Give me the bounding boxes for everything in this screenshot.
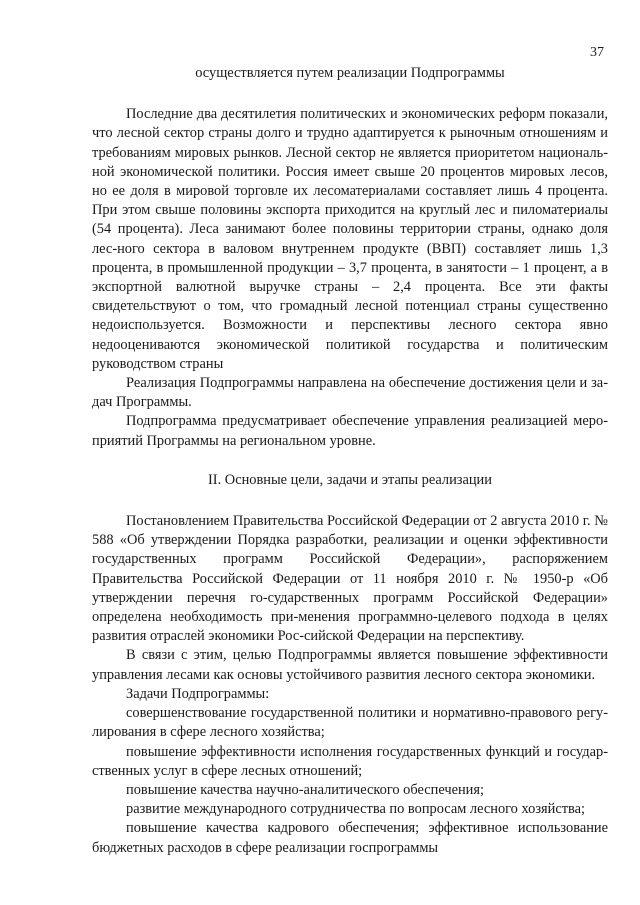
paragraph-subprogram-goal: В связи с этим, целью Подпрограммы является повышение эффективности управления лесами как основы устойчивого развития лесного сектора экономики. bbox=[92, 647, 608, 683]
intro-line: осуществляется путем реализации Подпрограммы bbox=[195, 65, 505, 81]
paragraph-government-decree: Постановлением Правительства Российской Федерации от 2 августа 2010 г. № 588 «Об утверждении Порядка разработки, реализации и оценки эффективности государственных программ Российской Федерации», распоряжением Правительства Российской Федерации от 11 ноября 2010 г. № 1950-р «Об утверждении перечня го-сударственных программ Российской Федерации» определена необходимость при-менения программно-целевого подхода в целях развития отраслей экономики Рос-сийской Федерации на перспективу. bbox=[92, 513, 608, 645]
paragraph-regional-management: Подпрограмма предусматривает обеспечение управления реализацией меро-приятий Программы на региональном уровне. bbox=[92, 413, 608, 449]
tasks-heading: Задачи Подпрограммы: bbox=[126, 685, 270, 702]
task-item-international: развитие международного сотрудничества по вопросам лесного хозяйства; bbox=[126, 801, 585, 818]
paragraph-forest-sector: Последние два десятилетия политических и экономических реформ показали, что лесной сектор страны долго и трудно адаптируется к рыночным отношениям и требованиям мировых рынков. Лесной сектор не является приоритетом националь-ной экономической политики. Россия имеет свыше 20 процентов мировых лесов, но ее доля в мировой торговле их лесоматериалами составляет лишь 4 процента. При этом свыше половины экспорта приходится на круглый лес и пиломатериалы (54 процента). Леса занимают более половины территории страны, однако доля лес-ного сектора в валовом внутреннем продукте (ВВП) составляет лишь 1,3 процента, в промышленной продукции – 3,7 процента, в занятости – 1 процент, а в экспортной валютной выручке страны – 2,4 процента. Все эти факты свидетельствуют о том, что громадный лесной потенциал страны существенно недоиспользуется. Возможности и перспективы лесного сектора явно недооцениваются экономической политикой государства и политическим руководством страны bbox=[92, 106, 608, 372]
task-item-efficiency: повышение эффективности исполнения государственных функций и государ-ственных услуг в сфере лесных отношений; bbox=[92, 743, 608, 779]
page-content bbox=[92, 64, 608, 858]
task-item-policy: совершенствование государственной политики и нормативно-правового регу-лирования в сфере лесного хозяйства; bbox=[92, 705, 608, 741]
task-item-personnel: повышение качества кадрового обеспечения; эффективное использование бюджетных расходов в сфере реализации госпрограммы bbox=[92, 820, 608, 856]
paragraph-implementation-goal: Реализация Подпрограммы направлена на обеспечение достижения цели и за-дач Программы. bbox=[92, 375, 608, 411]
task-item-science: повышение качества научно-аналитического обеспечения; bbox=[126, 781, 485, 798]
section-heading: II. Основные цели, задачи и этапы реализации bbox=[208, 471, 492, 488]
page-number: 37 bbox=[590, 45, 604, 60]
